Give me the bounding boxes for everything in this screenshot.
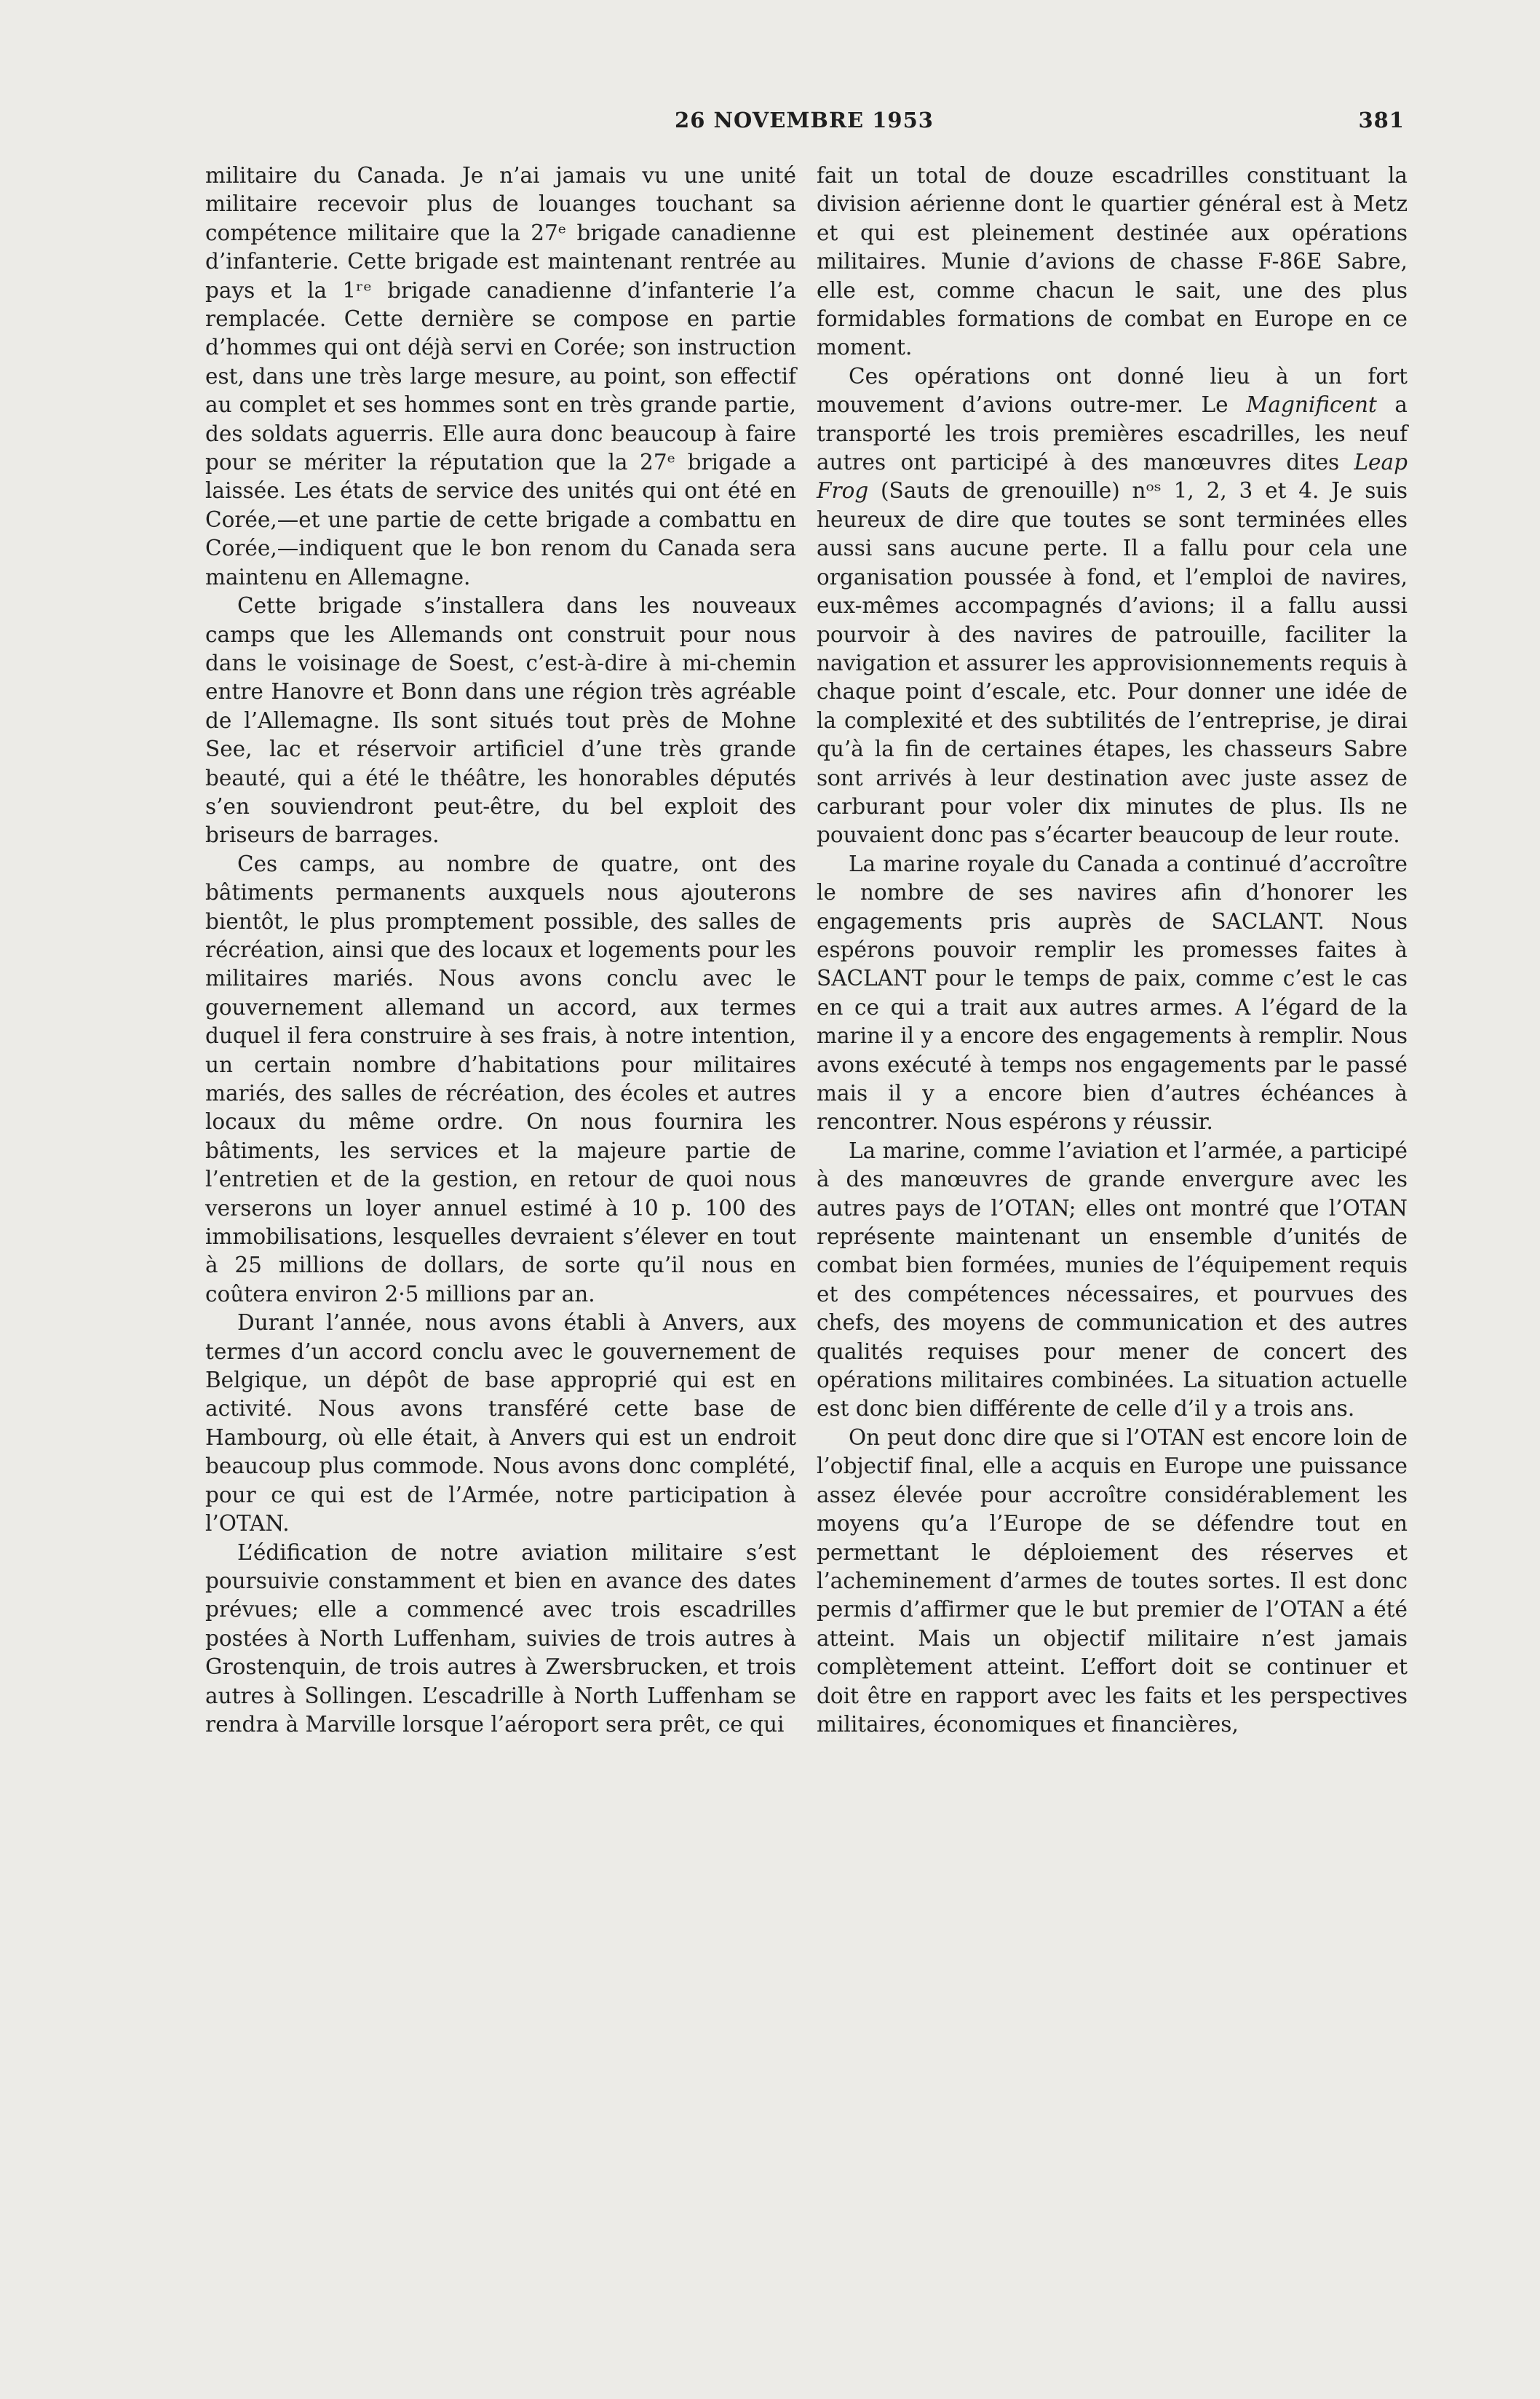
page-date: 26 NOVEMBRE 1953 <box>675 108 934 132</box>
text-run: (Sauts de grenouille) nᵒˢ 1, 2, 3 et 4. Je suis heureux de dire que toutes se sont terminées elles aussi sans aucune perte. Il a fallu pour cela une organisation poussée à fond, et l’emploi de navires, eux-mêmes accompagnés d’avions; il a fallu aussi pourvoir à des navires de patrouille, faciliter la navigation et assurer les approvisionnements requis à chaque point d’escale, etc. Pour donner une idée de la complexité et des subtilités de l’entreprise, je dirai qu’à la fin de certaines étapes, les chasseurs Sabre sont arrivés à leur destination avec juste assez de carburant pour voler dix minutes de plus. Ils ne pouvaient donc pas s’écarter beaucoup de leur route. <box>817 478 1408 848</box>
paragraph: militaire du Canada. Je n’ai jamais vu une unité militaire recevoir plus de louanges touchant sa compétence militaire que la 27ᵉ brigade canadienne d’infanterie. Cette brigade est maintenant rentrée au pays et la 1ʳᵉ brigade canadienne d’infanterie l’a remplacée. Cette dernière se compose en partie d’hommes qui ont déjà servi en Corée; son instruction est, dans une très large mesure, au point, son effectif au complet et ses hommes sont en très grande partie, des soldats aguerris. Elle aura donc beaucoup à faire pour se mériter la réputation que la 27ᵉ brigade a laissée. Les états de service des unités qui ont été en Corée,—et une partie de cette brigade a combattu en Corée,—indiquent que le bon renom du Canada sera maintenu en Allemagne. <box>205 163 796 590</box>
paragraph: La marine royale du Canada a continué d’accroître le nombre de ses navires afin d’honorer les engagements pris auprès de SACLANT. Nous espérons pouvoir remplir les promesses faites à SACLANT pour le temps de paix, comme c’est le cas en ce qui a trait aux autres armes. A l’égard de la marine il y a encore des engagements à remplir. Nous avons exécuté à temps nos engagements par le passé mais il y a encore bien d’autres échéances à rencontrer. Nous espérons y réussir. <box>817 851 1408 1135</box>
paragraph: Durant l’année, nous avons établi à Anvers, aux termes d’un accord conclu avec le gouvernement de Belgique, un dépôt de base approprié qui est en activité. Nous avons transféré cette base de Hambourg, où elle était, à Anvers qui est un endroit beaucoup plus commode. Nous avons donc complété, pour ce qui est de l’Armée, notre participation à l’OTAN. <box>205 1310 796 1536</box>
paragraph: Cette brigade s’installera dans les nouveaux camps que les Allemands ont construit pour nous dans le voisinage de Soest, c’est-à-dire à mi-chemin entre Hanovre et Bonn dans une région très agréable de l’Allemagne. Ils sont situés tout près de Mohne See, lac et réservoir artificiel d’une très grande beauté, qui a été le théâtre, les honorables députés s’en souviendront peut-être, du bel exploit des briseurs de barrages. <box>205 593 796 848</box>
paragraph: Ces camps, au nombre de quatre, ont des bâtiments permanents auxquels nous ajouterons bientôt, le plus promptement possible, des salles de récréation, ainsi que des locaux et logements pour les militaires mariés. Nous avons conclu avec le gouvernement allemand un accord, aux termes duquel il fera construire à ses frais, à notre intention, un certain nombre d’habitations pour militaires mariés, des salles de récréation, des écoles et autres locaux du même ordre. On nous fournira les bâtiments, les services et la majeure partie de l’entretien et de la gestion, en retour de quoi nous verserons un loyer annuel estimé à 10 p. 100 des immobilisations, lesquelles devraient s’élever en tout à 25 millions de dollars, de sorte qu’il nous en coûtera environ 2·5 millions par an. <box>205 851 796 1306</box>
left-column <box>205 162 796 1739</box>
running-head <box>204 108 1405 144</box>
text-run: a transporté les trois premières escadrilles, les neuf autres ont participé à des manœuvres dites <box>817 392 1408 475</box>
operation-name: Leap Frog <box>817 450 1408 504</box>
right-column <box>817 162 1408 1739</box>
text-run: Ces opérations ont donné lieu à un fort mouvement d’avions outre-mer. Le <box>817 363 1408 418</box>
page-number: 381 <box>1358 108 1405 132</box>
paragraph: L’édification de notre aviation militaire s’est poursuivie constamment et bien en avance des dates prévues; elle a commencé avec trois escadrilles postées à North Luffenham, suivies de trois autres à Grostenquin, de trois autres à Zwersbrucken, et trois autres à Sollingen. L’escadrille à North Luffenham se rendra à Marville lorsque l’aéroport sera prêt, ce qui <box>205 1539 796 1737</box>
paragraph <box>817 362 1408 850</box>
paragraph: fait un total de douze escadrilles constituant la division aérienne dont le quartier général est à Metz et qui est pleinement destinée aux opérations militaires. Munie d’avions de chasse F-86E Sabre, elle est, comme chacun le sait, une des plus formidables formations de combat en Europe en ce moment. <box>817 163 1408 360</box>
paragraph: La marine, comme l’aviation et l’armée, a participé à des manœuvres de grande envergure avec les autres pays de l’OTAN; elles ont montré que l’OTAN représente maintenant un ensemble d’unités de combat bien formées, munies de l’équipement requis et des compétences nécessaires, et pourvues des chefs, des moyens de communication et des autres qualités requises pour mener de concert des opérations militaires combinées. La situation actuelle est donc bien différente de celle d’il y a trois ans. <box>817 1138 1408 1421</box>
ship-name: Magnificent <box>1246 392 1377 418</box>
paragraph: On peut donc dire que si l’OTAN est encore loin de l’objectif final, elle a acquis en Europe une puissance assez élevée pour accroître considérablement les moyens qu’a l’Europe de se défendre tout en permettant le déploiement des réserves et l’acheminement d’armes de toutes sortes. Il est donc permis d’affirmer que le but premier de l’OTAN a été atteint. Mais un objectif militaire n’est jamais complètement atteint. L’effort doit se continuer et doit être en rapport avec les faits et les perspectives militaires, économiques et financières, <box>817 1424 1408 1737</box>
